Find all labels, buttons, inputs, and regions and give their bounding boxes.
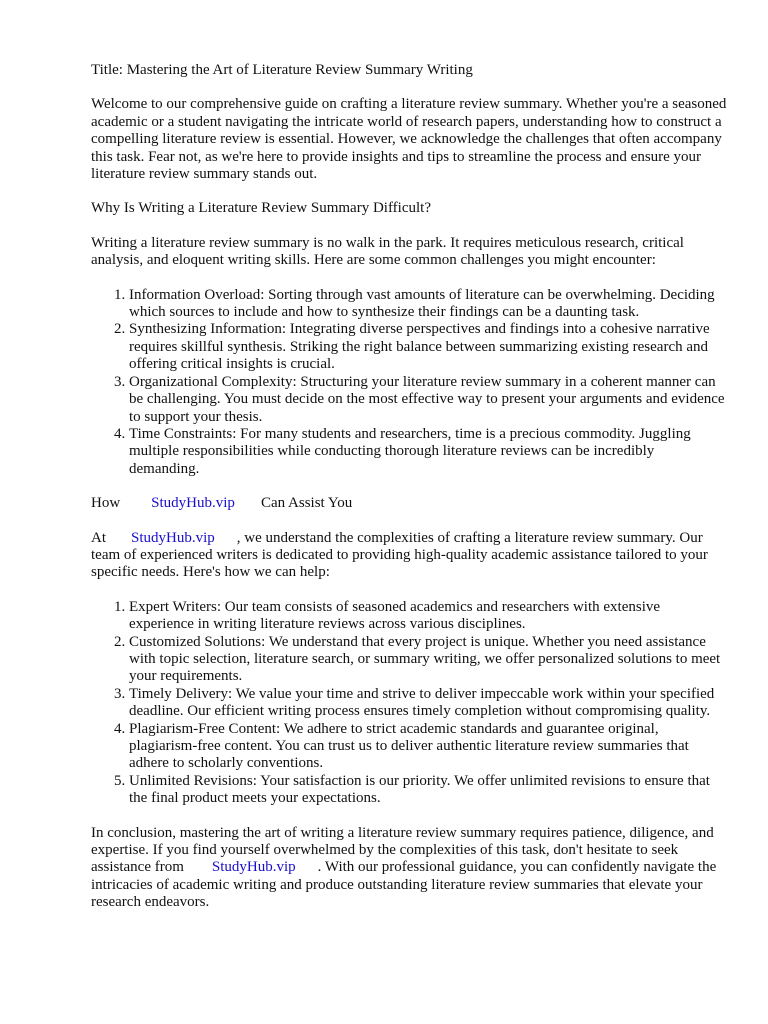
benefit-item: 4. Plagiarism-Free Content: We adhere to strict academic standards and guarantee original, plagiarism-free content. You can trust us to deliver authentic literature review summaries that adhere to scholarly conventions. (129, 721, 728, 773)
assist-intro-paragraph (91, 530, 728, 582)
conclusion-suffix: . With our professional guidance, you can confidently navigate the intricacies of academic writing and produce outstanding literature review summaries that elevate your research endeavors. (91, 859, 717, 911)
document-title: Title: Mastering the Art of Literature Review Summary Writing (91, 62, 473, 78)
assist-heading-prefix: How (91, 495, 121, 512)
challenge-item: 3. Organizational Complexity: Structuring your literature review summary in a coherent manner can be challenging. You must decide on the most effective way to present your arguments and evidence to support your thesis. (129, 374, 728, 426)
why-heading: Why Is Writing a Literature Review Summary Difficult? (91, 200, 431, 217)
benefit-item: 5. Unlimited Revisions: Your satisfaction is our priority. We offer unlimited revisions to ensure that the final product meets your expectations. (129, 773, 728, 808)
assist-heading (91, 495, 728, 512)
intro-paragraph: Welcome to our comprehensive guide on crafting a literature review summary. Whether you're a seasoned academic or a student navigating the intricate world of research papers, understanding how to construct a compelling literature review is essential. However, we acknowledge the challenges that often accompany this task. Fear not, as we're here to provide insights and tips to streamline the process and ensure your literature review summary stands out. (91, 96, 727, 183)
conclusion-prefix: In conclusion, mastering the art of writing a literature review summary requires patience, diligence, and expertise. If you find yourself overwhelmed by the complexities of this task, don't hesitate to seek assistance from (91, 824, 714, 876)
assist-intro-suffix: , we understand the complexities of crafting a literature review summary. Our team of experienced writers is dedicated to providing high-quality academic assistance tailored to your specific needs. Here's how we can help: (91, 529, 708, 581)
challenge-item: 2. Synthesizing Information: Integrating diverse perspectives and findings into a cohesive narrative requires skillful synthesis. Striking the right balance between summarizing existing research and offering critical insights is crucial. (129, 321, 728, 373)
studyhub-link[interactable]: StudyHub.vip (211, 859, 296, 876)
benefit-item: 2. Customized Solutions: We understand that every project is unique. Whether you need assistance with topic selection, literature search, or summary writing, we offer personalized solutions to meet your requirements. (129, 634, 728, 686)
benefit-item: 1. Expert Writers: Our team consists of seasoned academics and researchers with extensive experience in writing literature reviews across various disciplines. (129, 599, 728, 634)
studyhub-link[interactable]: StudyHub.vip (151, 495, 235, 512)
studyhub-link[interactable]: StudyHub.vip (131, 529, 215, 546)
challenge-item: 4. Time Constraints: For many students and researchers, time is a precious commodity. Juggling multiple responsibilities while conducting thorough literature reviews can be incredibly demanding. (129, 426, 728, 478)
why-intro-paragraph: Writing a literature review summary is no walk in the park. It requires meticulous research, critical analysis, and eloquent writing skills. Here are some common challenges you might encounter: (91, 234, 684, 269)
conclusion-paragraph (91, 825, 728, 912)
benefits-list (91, 599, 728, 808)
assist-heading-suffix: Can Assist You (260, 495, 353, 512)
assist-intro-prefix: At (91, 529, 106, 546)
challenge-item: 1. Information Overload: Sorting through vast amounts of literature can be overwhelming. Deciding which sources to include and how to synthesize their findings can be a daunting task. (129, 287, 728, 322)
benefit-item: 3. Timely Delivery: We value your time and strive to deliver impeccable work within your specified deadline. Our efficient writing process ensures timely completion without compromising quality. (129, 686, 728, 721)
challenges-list (91, 287, 728, 478)
